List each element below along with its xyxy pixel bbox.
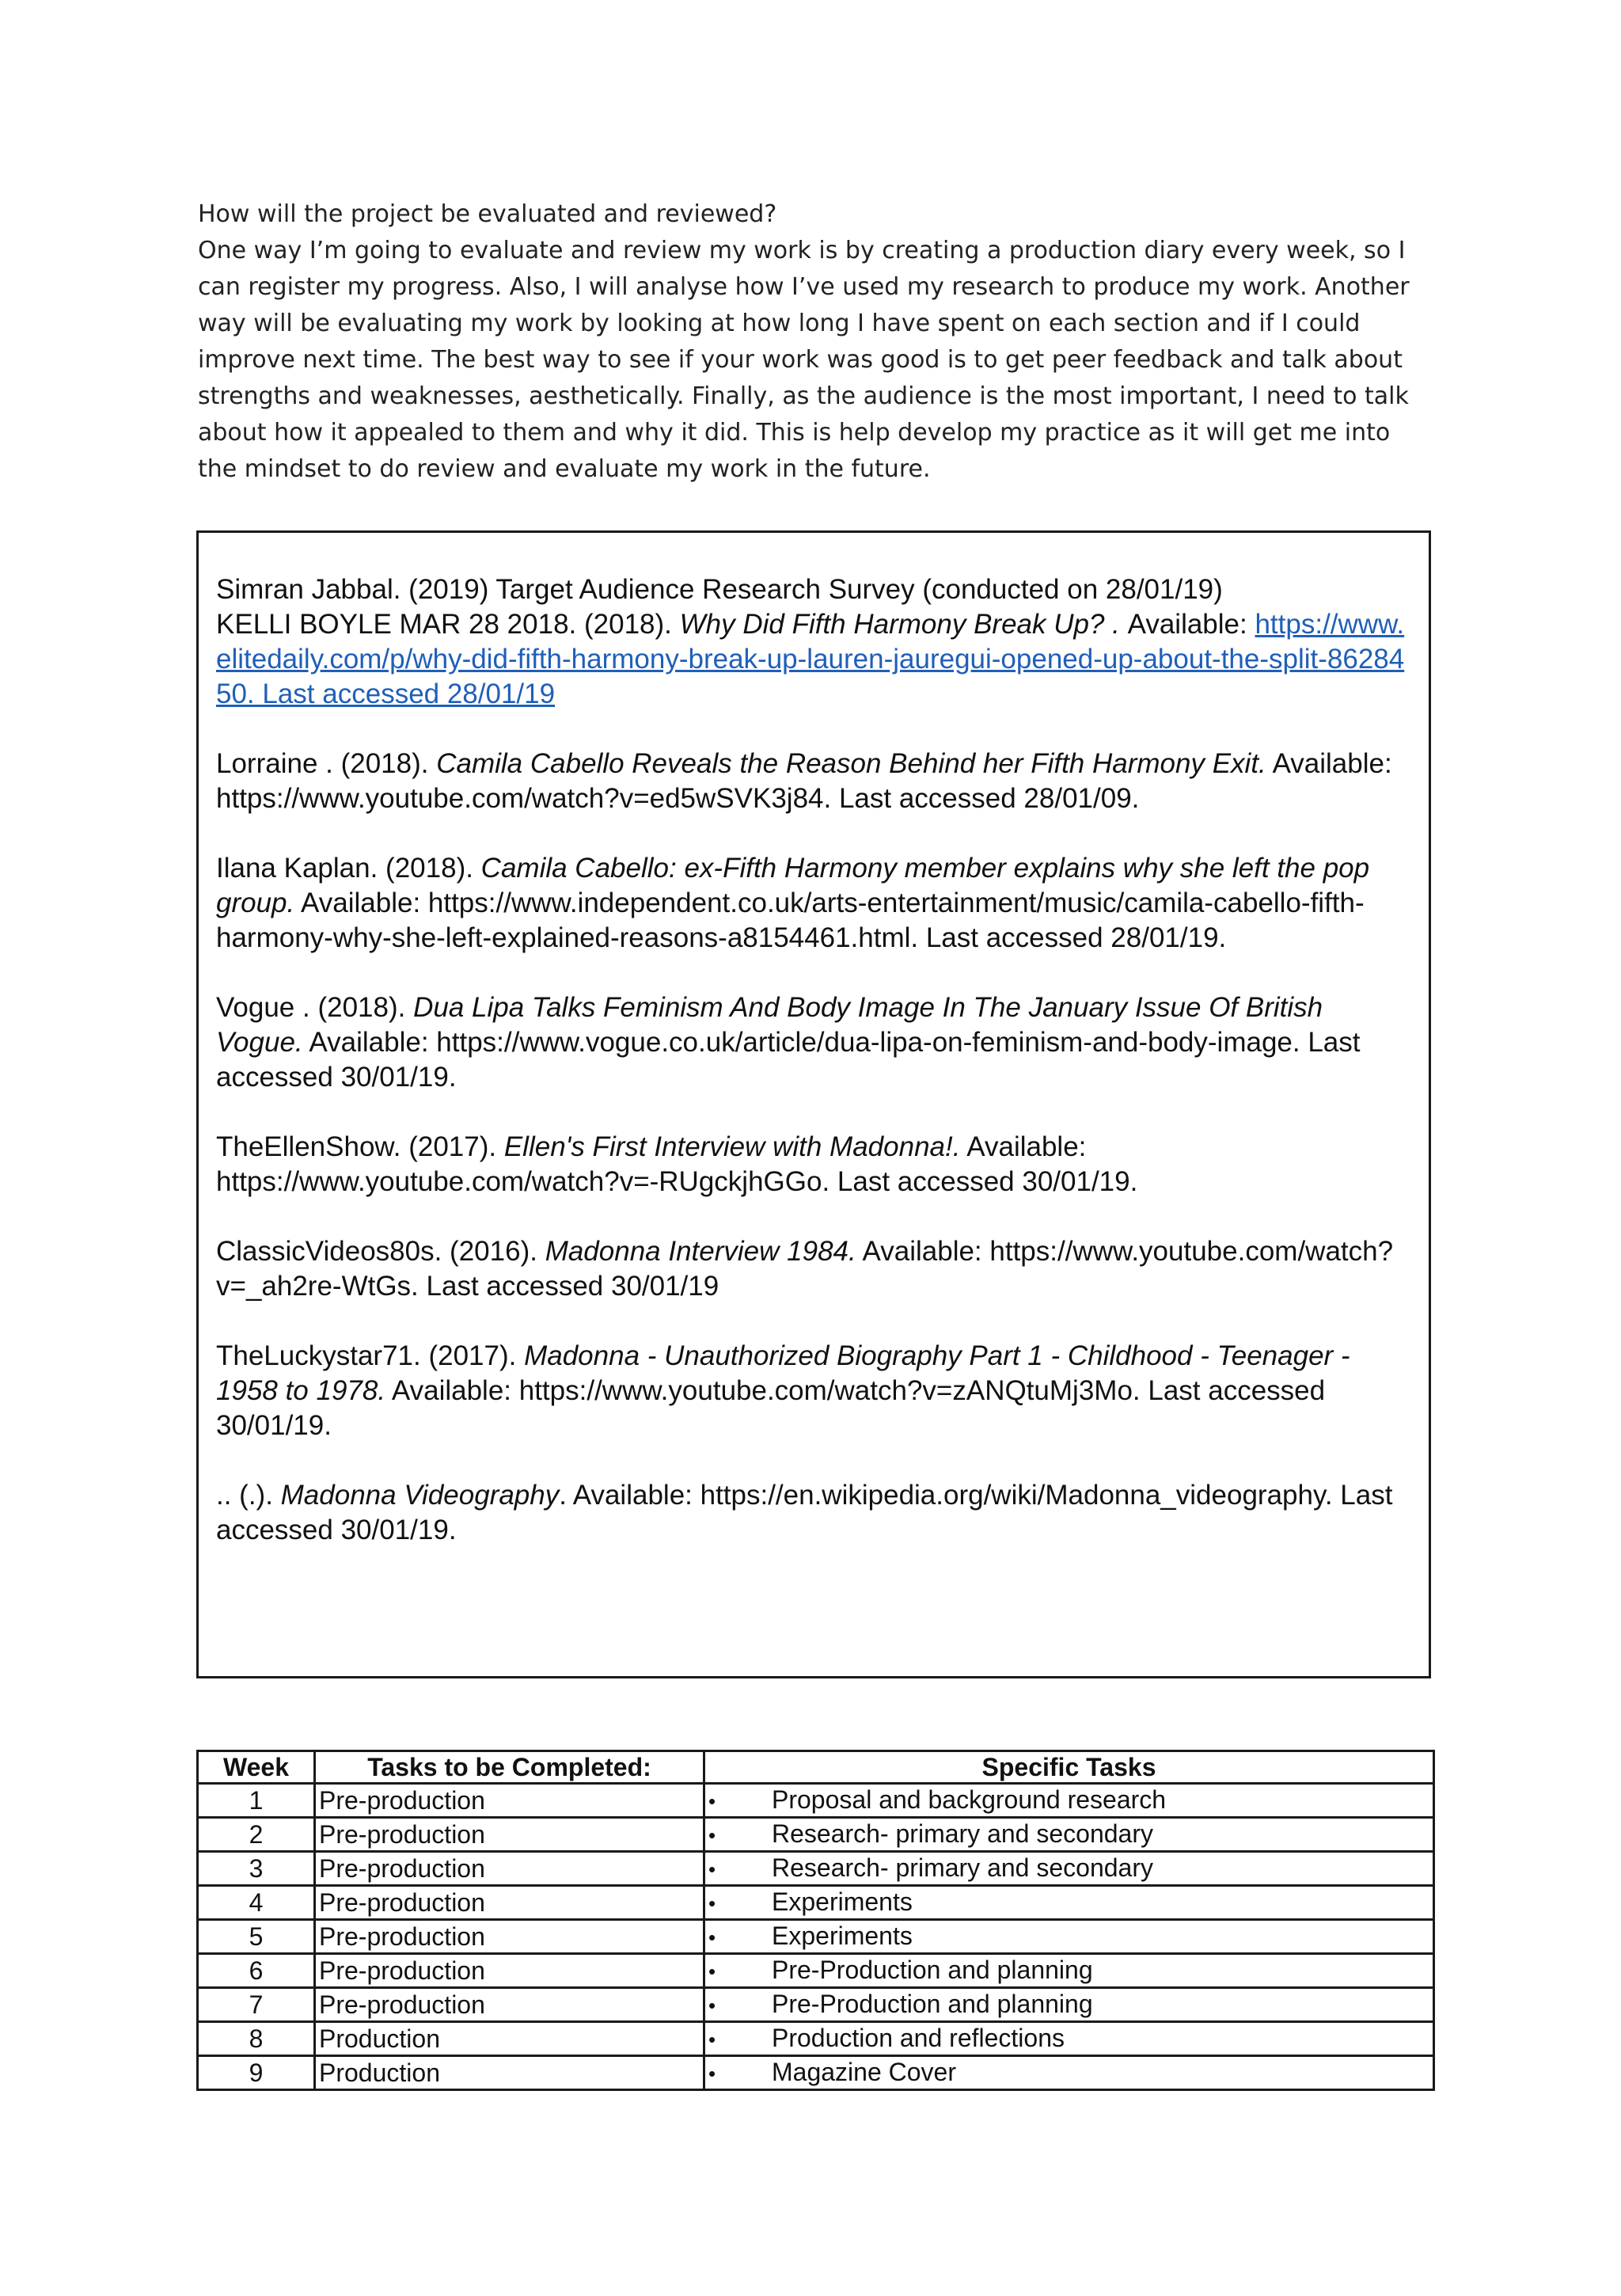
reference-available: Available: — [1127, 609, 1255, 640]
task-cell: Production — [315, 2022, 704, 2056]
reference-source: Available: https://www.independent.co.uk/arts-entertainment/music/camila-cabello-fifth-harmony-why-she-left-explained-reasons-a8154461.html. Last accessed 28/01/19. — [216, 888, 1365, 953]
evaluation-section — [198, 196, 1433, 488]
reference-item — [216, 990, 1411, 1095]
specific-task-cell — [704, 1920, 1434, 1954]
reference-title: Why Did Fifth Harmony Break Up? . — [679, 609, 1128, 640]
references-box — [196, 530, 1431, 1678]
table-row — [198, 1920, 1434, 1954]
table-row — [198, 1818, 1434, 1852]
week-cell: 8 — [198, 2022, 315, 2056]
table-row — [198, 1886, 1434, 1920]
specific-task-text: Experiments — [772, 1922, 913, 1950]
reference-author: TheEllenShow. (2017). — [216, 1131, 504, 1162]
bullet-icon: • — [708, 1994, 716, 2017]
reference-title: Madonna Interview 1984. — [545, 1236, 856, 1267]
reference-title: Camila Cabello Reveals the Reason Behind her Fifth Harmony Exit. — [436, 748, 1266, 779]
bullet-icon: • — [708, 1857, 716, 1881]
task-cell: Pre-production — [315, 1818, 704, 1852]
reference-source: . Available: https://en.wikipedia.org/wiki/Madonna_videography. Last accessed 30/01/19. — [216, 1480, 1393, 1545]
reference-author: Lorraine . (2018). — [216, 748, 437, 779]
reference-item — [216, 747, 1411, 816]
reference-item — [216, 1339, 1411, 1443]
task-cell: Production — [315, 2056, 704, 2090]
table-row — [198, 2056, 1434, 2090]
bullet-icon: • — [708, 1789, 716, 1813]
bullet-icon: • — [708, 1891, 716, 1915]
reference-source: Available: https://www.youtube.com/watch?v=_ah2re-WtGs. Last accessed 30/01/19 — [216, 1236, 1394, 1302]
table-row — [198, 1784, 1434, 1818]
week-cell: 3 — [198, 1852, 315, 1886]
reference-title: Madonna Videography — [280, 1480, 560, 1511]
specific-task-cell — [704, 1988, 1434, 2022]
bullet-icon: • — [708, 1960, 716, 1983]
bullet-icon: • — [708, 1823, 716, 1847]
reference-author: .. (.). — [216, 1480, 281, 1511]
reference-item — [216, 572, 1411, 607]
specific-task-text: Proposal and background research — [772, 1785, 1167, 1814]
reference-item — [216, 607, 1411, 712]
evaluation-question: How will the project be evaluated and reviewed? — [198, 200, 777, 228]
table-row — [198, 2022, 1434, 2056]
specific-task-cell — [704, 1852, 1434, 1886]
reference-source: Available: https://www.youtube.com/watch?v=ed5wSVK3j84. Last accessed 28/01/09. — [216, 748, 1392, 814]
reference-title: Camila Cabello: ex-Fifth Harmony member explains why she left the pop group. — [216, 853, 1370, 918]
reference-title: Dua Lipa Talks Feminism And Body Image In The January Issue Of British Vogue. — [216, 992, 1323, 1058]
week-cell: 4 — [198, 1886, 315, 1920]
specific-task-text: Research- primary and secondary — [772, 1853, 1153, 1882]
week-cell: 2 — [198, 1818, 315, 1852]
reference-author: Ilana Kaplan. (2018). — [216, 853, 481, 884]
specific-task-text: Magazine Cover — [772, 2058, 956, 2086]
specific-task-cell — [704, 2056, 1434, 2090]
week-cell: 9 — [198, 2056, 315, 2090]
week-cell: 1 — [198, 1784, 315, 1818]
reference-title: Ellen's First Interview with Madonna!. — [503, 1131, 961, 1162]
table-row — [198, 1852, 1434, 1886]
specific-tasks-header: Specific Tasks — [704, 1751, 1434, 1784]
reference-source: Available: https://www.youtube.com/watch?v=-RUgckjhGGo. Last accessed 30/01/19. — [216, 1131, 1138, 1197]
table-row — [198, 1988, 1434, 2022]
table-header-row — [198, 1751, 1434, 1784]
specific-task-text: Production and reflections — [772, 2024, 1065, 2052]
week-cell: 6 — [198, 1954, 315, 1988]
task-cell: Pre-production — [315, 1886, 704, 1920]
reference-item — [216, 851, 1411, 956]
reference-author: Vogue . (2018). — [216, 992, 414, 1023]
reference-item — [216, 1130, 1411, 1199]
specific-task-text: Experiments — [772, 1887, 913, 1916]
week-cell: 7 — [198, 1988, 315, 2022]
week-header: Week — [198, 1751, 315, 1784]
evaluation-body: One way I’m going to evaluate and review my work is by creating a production diary every week, so I can register my progress. Also, I will analyse how I’ve used my research to produce my work. Another way will be evaluating my work by looking at how long I have spent on each section and if I could improve next time. The best way to see if your work was good is to get peer feedback and talk about strengths and weaknesses, aesthetically. Finally, as the audience is the most important, I need to talk about how it appealed to them and why it did. This is help develop my practice as it will get me into the mindset to do review and evaluate my work in the future. — [198, 237, 1410, 483]
reference-source: Available: https://www.youtube.com/watch?v=zANQtuMj3Mo. Last accessed 30/01/19. — [216, 1375, 1326, 1441]
specific-task-cell — [704, 2022, 1434, 2056]
specific-task-cell — [704, 1818, 1434, 1852]
schedule-table — [196, 1750, 1435, 2091]
week-cell: 5 — [198, 1920, 315, 1954]
reference-author: KELLI BOYLE MAR 28 2018. (2018). — [216, 609, 680, 640]
task-cell: Pre-production — [315, 1852, 704, 1886]
reference-link[interactable]: https://www.elitedaily.com/p/why-did-fifth-harmony-break-up-lauren-jauregui-opened-up-about-the-split-8628450. Last accessed 28/01/19 — [216, 609, 1405, 709]
specific-task-text: Research- primary and secondary — [772, 1819, 1153, 1848]
bullet-icon: • — [708, 2028, 716, 2051]
specific-task-text: Pre-Production and planning — [772, 1956, 1093, 1984]
task-cell: Pre-production — [315, 1784, 704, 1818]
bullet-icon: • — [708, 2062, 716, 2085]
reference-source: Available: https://www.vogue.co.uk/article/dua-lipa-on-feminism-and-body-image. Last accessed 30/01/19. — [216, 1027, 1361, 1093]
tasks-header: Tasks to be Completed: — [315, 1751, 704, 1784]
reference-author: TheLuckystar71. (2017). — [216, 1340, 525, 1371]
specific-task-cell — [704, 1784, 1434, 1818]
specific-task-text: Pre-Production and planning — [772, 1990, 1093, 2018]
bullet-icon: • — [708, 1925, 716, 1949]
reference-author: ClassicVideos80s. (2016). — [216, 1236, 545, 1267]
reference-line: Simran Jabbal. (2019) Target Audience Research Survey (conducted on 28/01/19) — [216, 574, 1223, 605]
reference-item — [216, 1478, 1411, 1548]
task-cell: Pre-production — [315, 1954, 704, 1988]
task-cell: Pre-production — [315, 1920, 704, 1954]
reference-item — [216, 1234, 1411, 1304]
table-row — [198, 1954, 1434, 1988]
task-cell: Pre-production — [315, 1988, 704, 2022]
specific-task-cell — [704, 1954, 1434, 1988]
reference-title: Madonna - Unauthorized Biography Part 1 - Childhood - Teenager - 1958 to 1978. — [216, 1340, 1350, 1406]
specific-task-cell — [704, 1886, 1434, 1920]
